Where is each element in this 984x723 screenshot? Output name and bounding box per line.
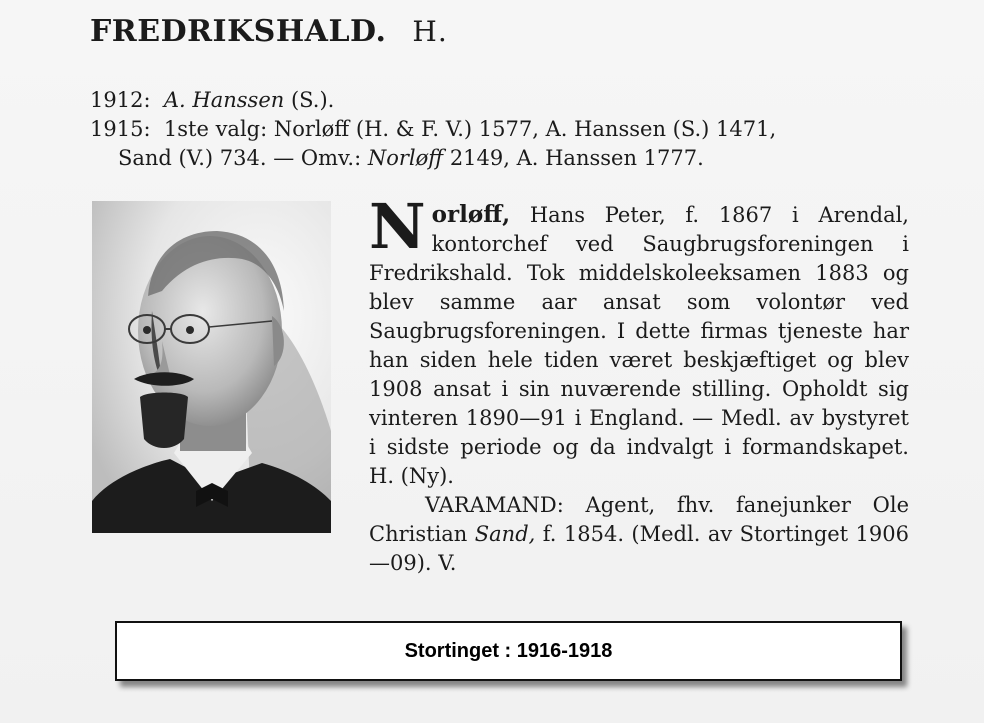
- biography-paragraph: [369, 190, 909, 491]
- results-1915-cont-a: Sand (V.) 734. — Omv.:: [118, 146, 362, 170]
- results-1915: [90, 115, 920, 144]
- caption-text: Stortinget : 1916-1918: [404, 639, 613, 662]
- party-1912: (S.).: [290, 88, 335, 112]
- page-heading: [90, 14, 448, 49]
- caption-box: [115, 621, 902, 681]
- deputy-text-b: f. 1854. (Medl. av Stortinget 1906—09). V.: [369, 522, 909, 575]
- drop-cap: N: [369, 190, 426, 263]
- biography-text: Hans Peter, f. 1867 i Arendal, kontorchef ved Saugbrugsforeningen i Fredrikshald. Tok middelskoleeksamen 1883 og blev samme aar ansat som volontør ved Saugbrugsforeningen. I dette firmas tjeneste har han siden hele tiden været beskjæftiget og blev 1908 ansat i sin nuværende stilling. Opholdt sig vinteren 1890—91 i England. — Medl. av bystyret i sidste periode og da indvalgt i formandskapet. H. (Ny).: [369, 203, 909, 488]
- year-1912-label: 1912:: [90, 88, 151, 112]
- deputy-text-a: VARAMAND: Agent, fhv. fanejunker Ole Christian: [369, 493, 909, 546]
- surname: orløff,: [431, 201, 511, 228]
- results-1915-continued: [90, 144, 920, 173]
- portrait-photo: [92, 201, 331, 533]
- winner-1912: A. Hanssen: [163, 88, 285, 112]
- election-results: [90, 86, 920, 173]
- deputy-name: Sand,: [474, 522, 536, 546]
- portrait-image: [92, 201, 331, 533]
- results-1915-text: 1ste valg: Norløff (H. & F. V.) 1577, A. Hanssen (S.) 1471,: [163, 117, 777, 141]
- district-name: FREDRIKSHALD.: [90, 14, 387, 49]
- district-party: H.: [412, 15, 448, 48]
- runoff-winner: Norløff: [367, 146, 444, 170]
- biography: [369, 190, 909, 578]
- results-1915-cont-b: 2149, A. Hanssen 1777.: [449, 146, 704, 170]
- results-1912: [90, 86, 920, 115]
- year-1915-label: 1915:: [90, 117, 151, 141]
- deputy-paragraph: [369, 491, 909, 578]
